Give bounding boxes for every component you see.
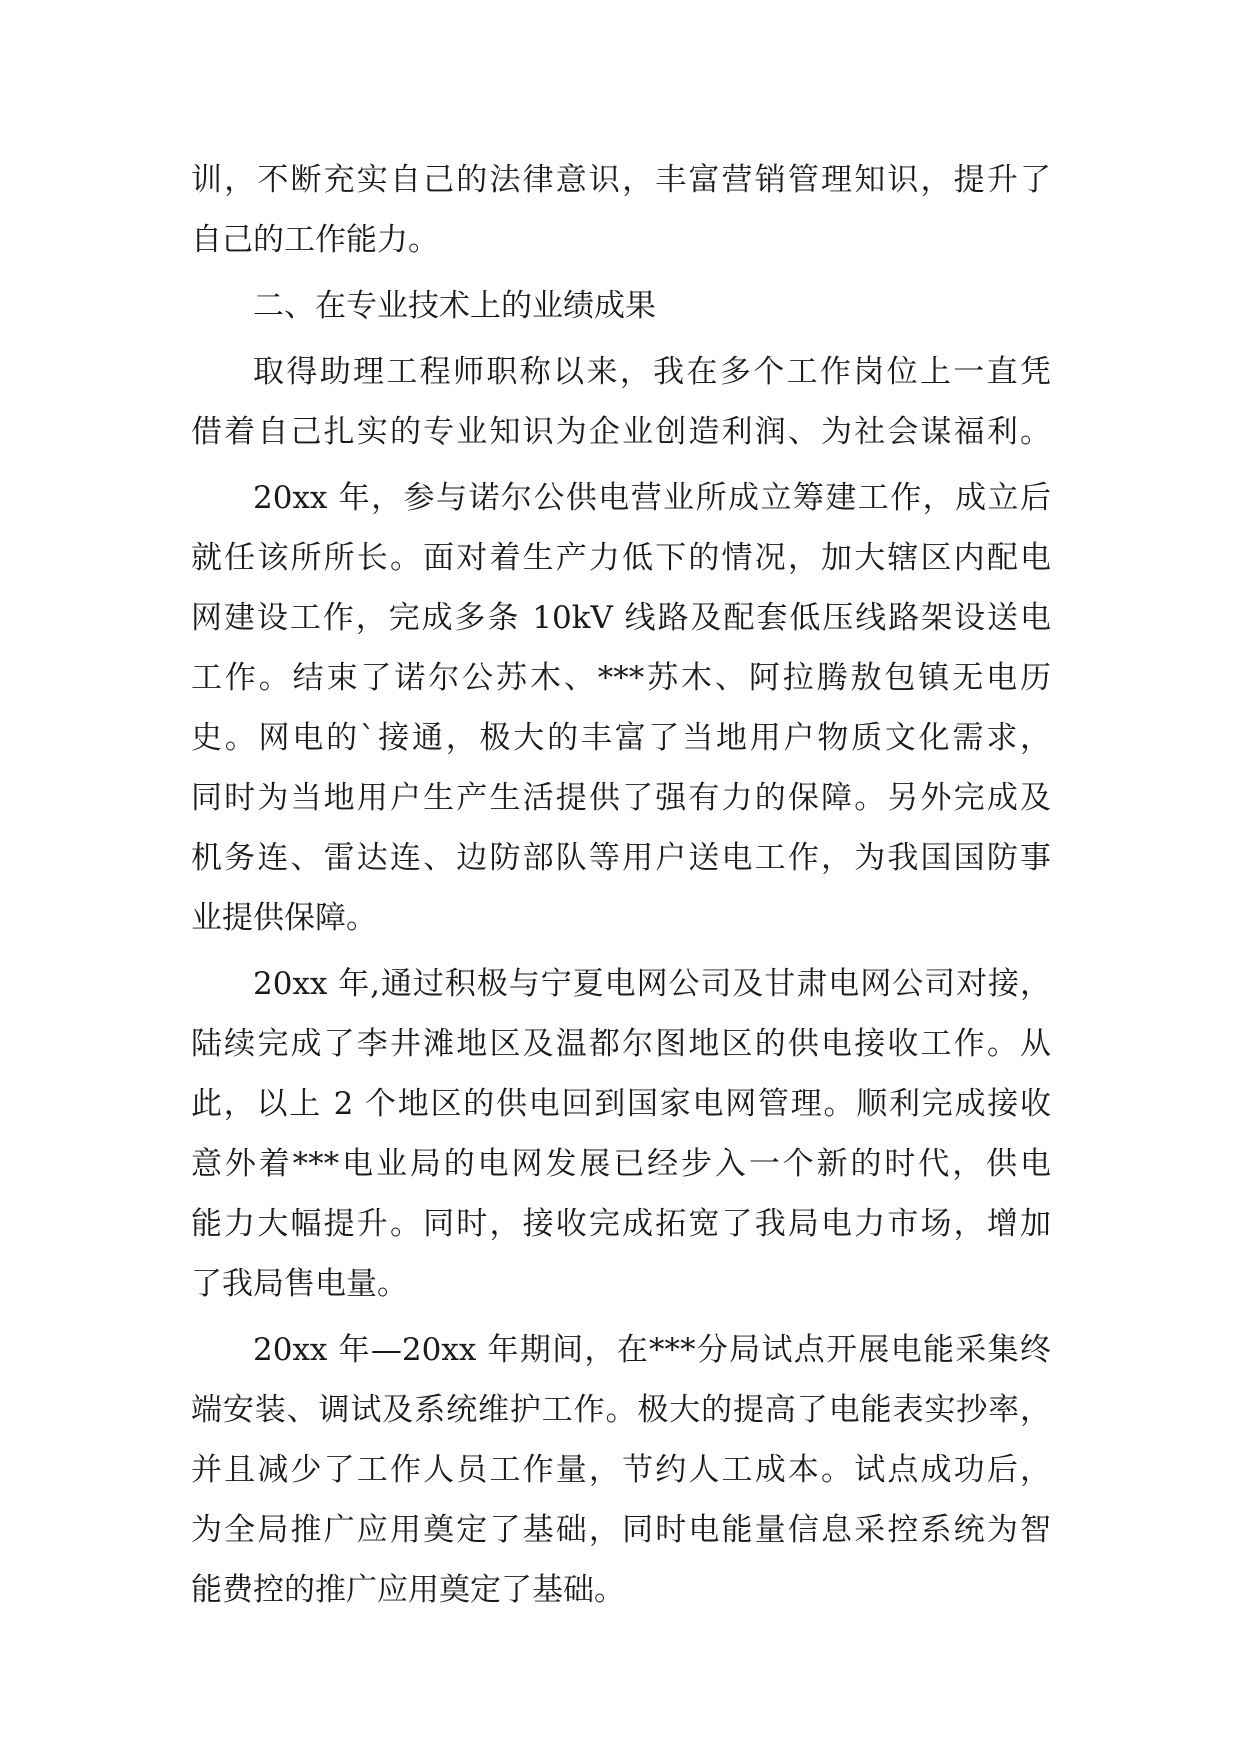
heading-text: 二、在专业技术上的业绩成果	[253, 288, 656, 324]
text-line: 陆续完成了李井滩地区及温都尔图地区的供电接收工作。从	[191, 1026, 1051, 1062]
text-line: 网建设工作，完成多条 10kV 线路及配套低压线路架设送电	[191, 600, 1051, 636]
text-line: 机务连、雷达连、边防部队等用户送电工作，为我国国防事	[191, 840, 1051, 876]
text-line: 20xx 年—20xx 年期间，在***分局试点开展电能采集终	[253, 1332, 1051, 1368]
text-line: 了我局售电量。	[191, 1266, 408, 1302]
text-line: 借着自己扎实的专业知识为企业创造利润、为社会谋福利。	[191, 414, 1051, 450]
text-line: 同时为当地用户生产生活提供了强有力的保障。另外完成及	[191, 780, 1051, 816]
paragraph-intro	[191, 342, 1051, 462]
paragraph-grid-handover	[191, 954, 1051, 1314]
text-line: 自己的工作能力。	[191, 222, 439, 258]
text-line: 端安装、调试及系统维护工作。极大的提高了电能表实抄率，	[191, 1392, 1051, 1428]
text-line: 20xx 年，参与诺尔公供电营业所成立筹建工作，成立后	[253, 480, 1051, 516]
paragraph-metering-pilot	[191, 1320, 1051, 1620]
section-heading	[191, 276, 1051, 336]
paragraph-continuation	[191, 150, 1051, 270]
text-line: 史。网电的`接通，极大的丰富了当地用户物质文化需求，	[191, 720, 1051, 756]
text-line: 业提供保障。	[191, 900, 377, 936]
text-line: 20xx 年,通过积极与宁夏电网公司及甘肃电网公司对接，	[253, 966, 1051, 1002]
text-line: 就任该所所长。面对着生产力低下的情况，加大辖区内配电	[191, 540, 1051, 576]
text-line: 能力大幅提升。同时，接收完成拓宽了我局电力市场，增加	[191, 1206, 1051, 1242]
paragraph-norgong	[191, 468, 1051, 948]
text-line: 并且减少了工作人员工作量，节约人工成本。试点成功后，	[191, 1452, 1051, 1488]
text-line: 取得助理工程师职称以来，我在多个工作岗位上一直凭	[253, 354, 1051, 390]
text-line: 为全局推广应用奠定了基础，同时电能量信息采控系统为智	[191, 1512, 1051, 1548]
text-line: 此，以上 2 个地区的供电回到国家电网管理。顺利完成接收	[191, 1086, 1051, 1122]
text-line: 工作。结束了诺尔公苏木、***苏木、阿拉腾敖包镇无电历	[191, 660, 1051, 696]
text-line: 意外着***电业局的电网发展已经步入一个新的时代，供电	[191, 1146, 1051, 1182]
text-line: 训，不断充实自己的法律意识，丰富营销管理知识，提升了	[191, 162, 1051, 198]
text-line: 能费控的推广应用奠定了基础。	[191, 1572, 625, 1608]
document-body	[191, 150, 1051, 1626]
